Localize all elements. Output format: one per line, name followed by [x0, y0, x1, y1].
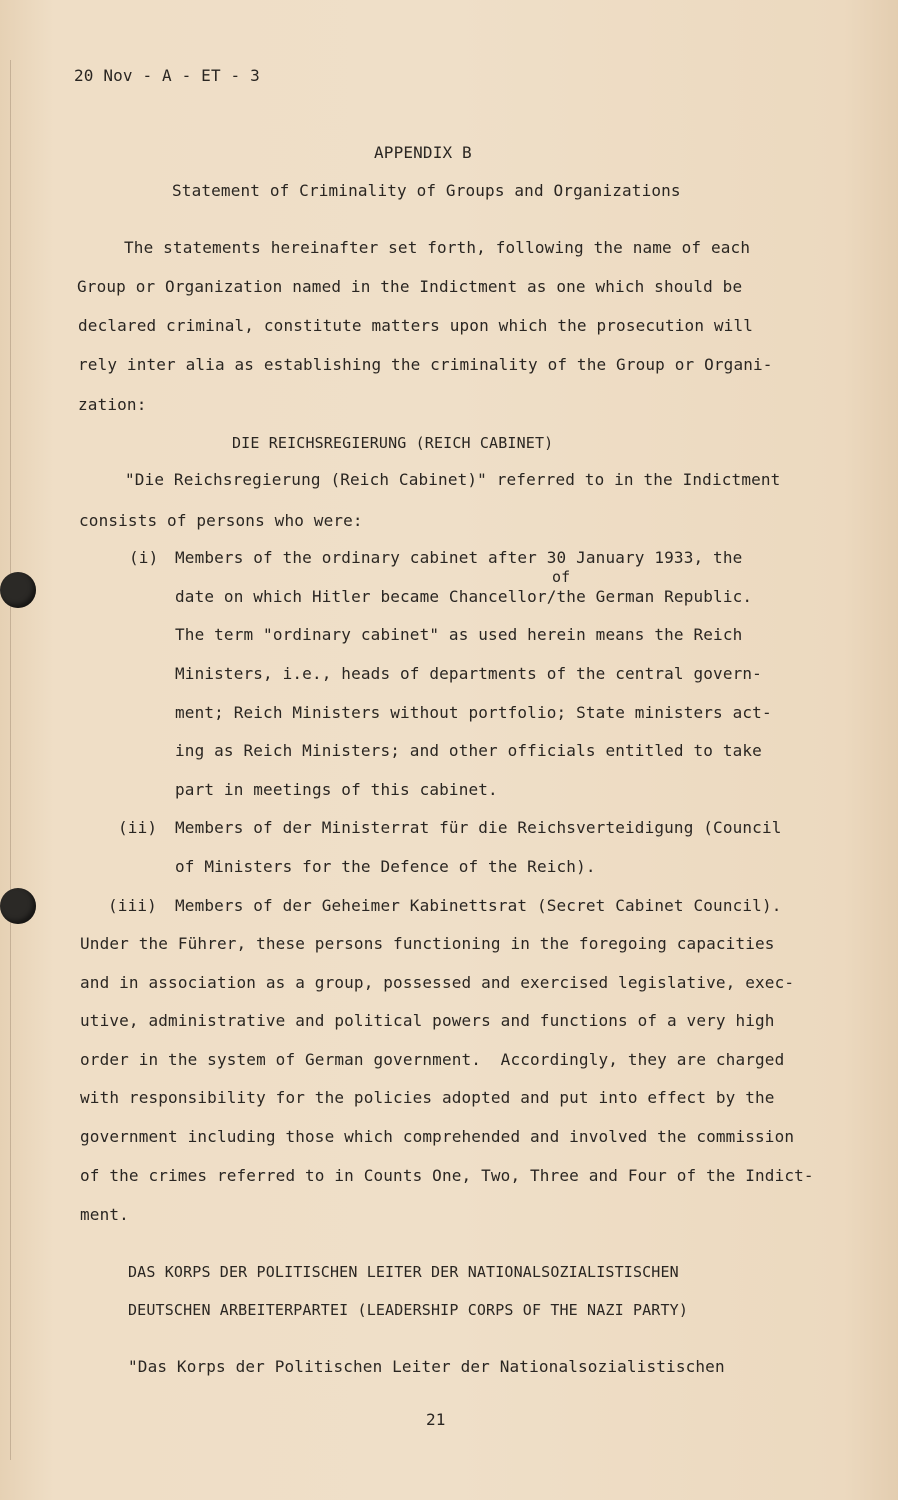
body-line: government including those which comprehended and involved the commission — [80, 1127, 795, 1146]
intro-line: rely inter alia as establishing the criminality of the Group or Organi- — [78, 355, 773, 374]
item-i-line: ing as Reich Ministers; and other officials entitled to take — [175, 741, 762, 760]
punch-hole-top — [0, 572, 36, 608]
page-number: 21 — [426, 1410, 446, 1429]
header-reference: 20 Nov - A - ET - 3 — [74, 66, 260, 85]
section-lead-line: consists of persons who were: — [79, 511, 363, 530]
item-iii-line: Members of der Geheimer Kabinettsrat (Secret Cabinet Council). — [175, 896, 782, 915]
item-i-line: ment; Reich Ministers without portfolio; State ministers act- — [175, 703, 772, 722]
handwritten-insertion: of — [552, 568, 571, 586]
punch-hole-bottom — [0, 888, 36, 924]
item-marker-i: (i) — [129, 548, 159, 567]
intro-line: Group or Organization named in the Indictment as one which should be — [77, 277, 743, 296]
item-i-line: Ministers, i.e., heads of departments of the central govern- — [175, 664, 762, 683]
intro-line: declared criminal, constitute matters upon which the prosecution will — [78, 316, 754, 335]
body-line: Under the Führer, these persons functioning in the foregoing capacities — [80, 934, 775, 953]
item-ii-line: Members of der Ministerrat für die Reichsverteidigung (Council — [175, 818, 782, 837]
section-heading-leadership-corps: DAS KORPS DER POLITISCHEN LEITER DER NATIONALSOZIALISTISCHEN — [128, 1263, 679, 1281]
item-i-line: date on which Hitler became Chancellor/the German Republic. — [175, 587, 753, 606]
body-line: utive, administrative and political powers and functions of a very high — [80, 1011, 775, 1030]
body-line: of the crimes referred to in Counts One, Two, Three and Four of the Indict- — [80, 1166, 814, 1185]
intro-line: zation: — [78, 395, 147, 414]
item-i-line: part in meetings of this cabinet. — [175, 780, 498, 799]
section-heading-leadership-corps: DEUTSCHEN ARBEITERPARTEI (LEADERSHIP CORPS OF THE NAZI PARTY) — [128, 1301, 689, 1319]
section-lead-line: "Die Reichsregierung (Reich Cabinet)" referred to in the Indictment — [125, 470, 781, 489]
body-line: order in the system of German government. Accordingly, they are charged — [80, 1050, 785, 1069]
page-edge-line — [10, 60, 11, 1460]
item-marker-ii: (ii) — [118, 818, 158, 837]
intro-line: The statements hereinafter set forth, following the name of each — [124, 238, 751, 257]
item-i-line: Members of the ordinary cabinet after 30 January 1933, the — [175, 548, 743, 567]
appendix-title: APPENDIX B — [374, 143, 472, 162]
section-lead-line: "Das Korps der Politischen Leiter der Nationalsozialistischen — [128, 1357, 725, 1376]
section-heading-reich-cabinet: DIE REICHSREGIERUNG (REICH CABINET) — [232, 434, 554, 452]
item-i-line: The term "ordinary cabinet" as used herein means the Reich — [175, 625, 743, 644]
item-marker-iii: (iii) — [108, 896, 157, 915]
body-line: and in association as a group, possessed and exercised legislative, exec- — [80, 973, 795, 992]
body-line: ment. — [80, 1205, 129, 1224]
appendix-subtitle: Statement of Criminality of Groups and Organizations — [172, 181, 681, 200]
body-line: with responsibility for the policies adopted and put into effect by the — [80, 1088, 775, 1107]
item-ii-line: of Ministers for the Defence of the Reich). — [175, 857, 596, 876]
